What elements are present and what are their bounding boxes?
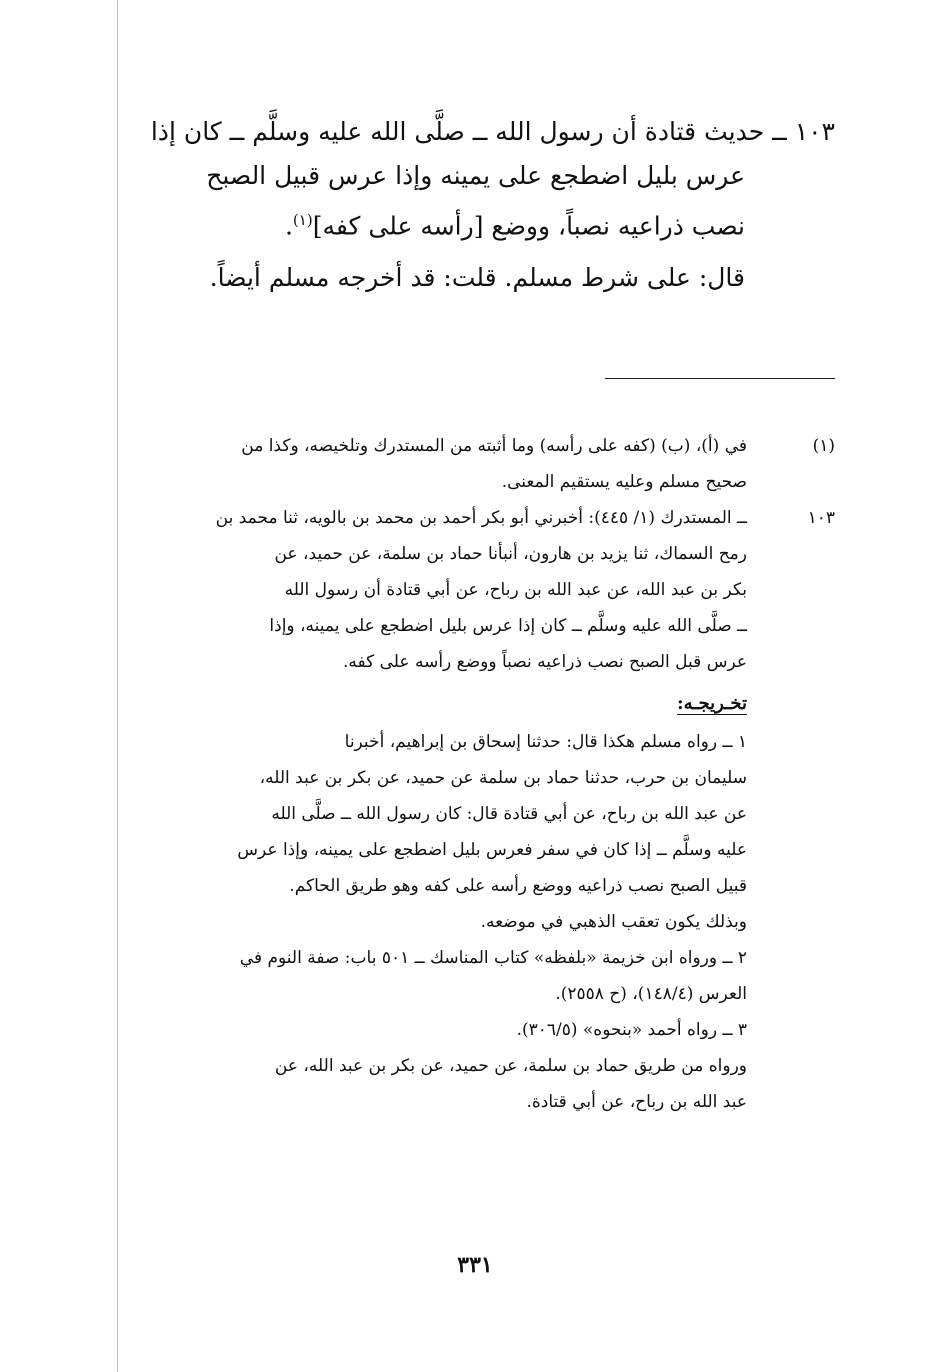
footnotes <box>135 428 835 1120</box>
footnote-1-line <box>135 428 835 464</box>
footnote-reference: (١) <box>292 211 313 229</box>
footnote-separator <box>605 378 835 379</box>
hadith-line-end: . <box>284 211 293 241</box>
page-body <box>135 110 835 1120</box>
footnote-103-text: ــ المستدرك (١/ ٤٤٥): أخبرني أبو بكر أحمد بن محمد بن بالويه، ثنا محمد بن <box>215 508 747 529</box>
takhrij-line: ورواه من طريق حماد بن سلمة، عن حميد، عن بكر بن عبد الله، عن <box>274 1056 747 1077</box>
takhrij-line: قبيل الصبح نصب ذراعيه ووضع رأسه على كفه وهو طريق الحاكم. <box>289 876 747 897</box>
hadith-103 <box>135 110 835 300</box>
takhrij-line: العرس (١٤٨/٤)، (ح ٢٥٥٨). <box>555 984 747 1005</box>
hakim-comment: قال: على شرط مسلم. قلت: قد أخرجه مسلم أيضاً. <box>209 263 745 293</box>
footnote-103-line: رمح السماك، ثنا يزيد بن هارون، أنبأنا حماد بن سلمة، عن حميد، عن <box>274 544 747 565</box>
takhrij-heading <box>135 686 835 722</box>
footnote-103-number: ١٠٣ <box>807 508 835 529</box>
takhrij-heading-text: تخـريجـه: <box>676 693 747 715</box>
hadith-line: ١٠٣ ــ حديث قتادة أن رسول الله ــ صلَّى الله عليه وسلَّم ــ كان إذا <box>150 117 835 146</box>
footnote-103-line: ــ صلَّى الله عليه وسلَّم ــ كان إذا عرس بليل اضطجع على يمينه، وإذا <box>269 616 747 637</box>
hadith-line: عرس بليل اضطجع على يمينه وإذا عرس قبيل الصبح <box>206 161 745 190</box>
hadith-line <box>135 198 835 248</box>
footnote-1-text: في (أ)، (ب) (كفه على رأسه) وما أثبته من المستدرك وتلخيصه، وكذا من <box>241 436 747 457</box>
footnote-1-number: (١) <box>812 436 835 457</box>
takhrij-line: ١ ــ رواه مسلم هكذا قال: حدثنا إسحاق بن إبراهيم، أخبرنا <box>344 732 747 753</box>
footnote-separator-area <box>135 300 835 428</box>
takhrij-line: ٢ ــ ورواه ابن خزيمة «بلفظه» كتاب المناسك ــ ٥٠١ باب: صفة النوم في <box>239 948 747 969</box>
margin-rule <box>117 0 118 1372</box>
footnote-103-line: بكر بن عبد الله، عن عبد الله بن رباح، عن أبي قتادة أن رسول الله <box>284 580 747 601</box>
takhrij-line: عن عبد الله بن رباح، عن أبي قتادة قال: كان رسول الله ــ صلَّى الله <box>271 804 747 825</box>
page-number: ٣٣١ <box>457 1252 493 1278</box>
takhrij-line: وبذلك يكون تعقب الذهبي في موضعه. <box>480 912 747 933</box>
hadith-line-text: نصب ذراعيه نصباً، ووضع [رأسه على كفه] <box>312 211 745 241</box>
footnote-103-line <box>135 500 835 536</box>
takhrij-line: عليه وسلَّم ــ إذا كان في سفر فعرس بليل اضطجع على يمينه، وإذا عرس <box>237 840 747 861</box>
takhrij-line: سليمان بن حرب، حدثنا حماد بن سلمة عن حميد، عن بكر بن عبد الله، <box>259 768 747 789</box>
takhrij-line: عبد الله بن رباح، عن أبي قتادة. <box>526 1092 747 1113</box>
footnote-103-line: عرس قبل الصبح نصب ذراعيه نصباً ووضع رأسه على كفه. <box>343 652 747 673</box>
takhrij-line: ٣ ــ رواه أحمد «بنحوه» (٣٠٦/٥). <box>516 1020 747 1041</box>
footnote-1-line: صحيح مسلم وعليه يستقيم المعنى. <box>501 472 747 493</box>
